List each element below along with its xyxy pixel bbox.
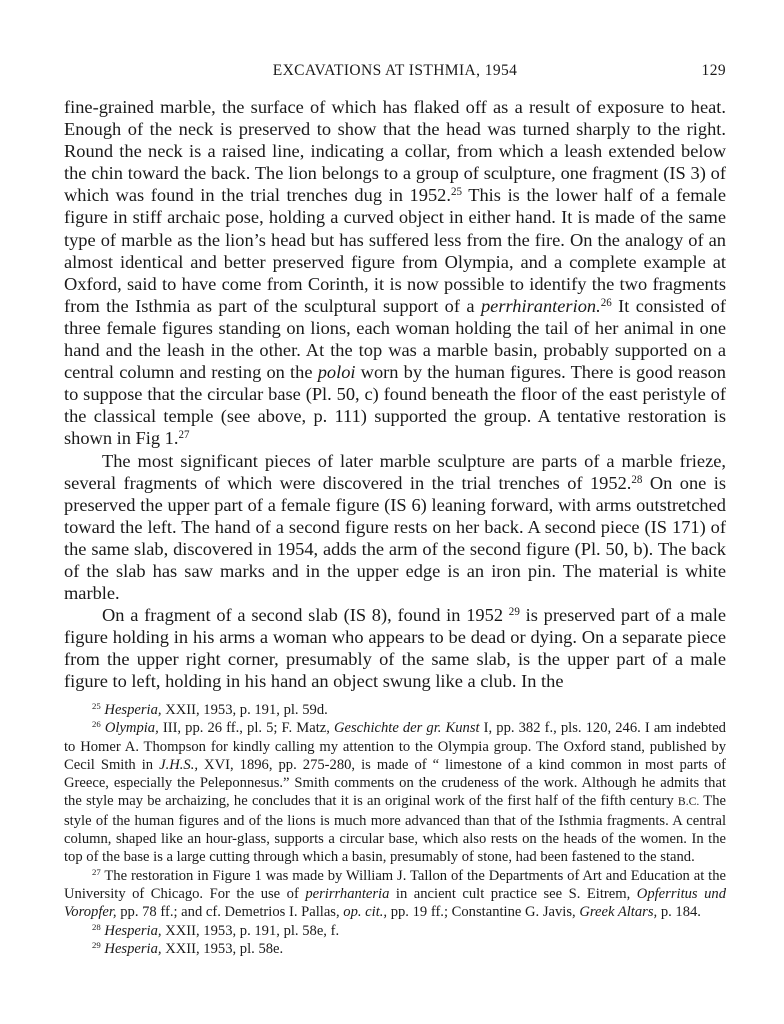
main-text <box>64 96 726 693</box>
footnote-ref-27[interactable]: 27 <box>178 429 190 442</box>
footnote-27: $^{27}$ The restoration in Figure 1 was made by William J. Tallon of the Departments of Art and Education at the University of Chicago. For the use of perirrhanteria in ancient cult practice see S. Eitrem, Opferritus und Voropfer, pp. 78 ff.; and cf. Demetrios I. Pallas, op. cit., pp. 19 ff.; Constantine G. Javis, Greek Altars, p. 184. <box>64 866 726 921</box>
footnote-ref-26[interactable]: 26 <box>600 296 612 309</box>
page-number: 129 <box>701 62 726 79</box>
footnotes <box>64 701 726 958</box>
footnote-29: $^{29}$ Hesperia, XXII, 1953, pl. 58e. <box>92 940 284 957</box>
paragraph-second-slab: On a fragment of a second slab (IS 8), found in 1952 $^{29}$ is preserved part of a male figure holding in his arms a woman who appears to be dead or dying. On a separate piece from the upper right corner, presumably of the same slab, is the upper part of a male figure to left, holding in his hand an object swung like a club. In the <box>64 605 726 692</box>
footnote-ref-28[interactable]: 28 <box>631 473 643 486</box>
footnote-ref-29[interactable]: 29 <box>508 606 520 619</box>
running-header <box>64 62 726 82</box>
paragraph-lion-group: fine-grained marble, the surface of which has flaked off as a result of exposure to heat. Enough of the neck is preserved to show that the head was turned sharply to the right. Round the neck is a raised line, indicating a collar, from which a leash extended below the chin toward the back. The lion belongs to a group of sculpture, one fragment (IS 3) of which was found in the trial trenches dug in 1952.25 This is the lower half of a female figure in stiff archaic pose, holding a curved object in either hand. It is made of the same type of marble as the lion’s head but has suffered less from the fire. On the analogy of an almost identical and better preserved figure from Olympia, and a complete example at Oxford, said to have come from Corinth, it is now possible to identify the two fragments from the Isthmia as part of the sculptural support of a perrhiranterion.$^{26}$ It consisted of three female figures standing on lions, each woman holding the tail of her animal in one hand and the leash in the other. At the top was a marble basin, probably supported on a central column and resting on the poloi worn by the human figures. There is good reason to suppose that the circular base (Pl. 50, c) found beneath the floor of the east peristyle of the classical temple (see above, p. 111) supported the group. A tentative restoration is shown in Fig 1.27 <box>64 97 727 449</box>
footnote-28: $^{28}$ Hesperia, XXII, 1953, p. 191, pl. 58e, f. <box>92 921 340 939</box>
paragraph-marble-frieze: The most significant pieces of later marble sculpture are parts of a marble frieze, several fragments of which were discovered in the trial trenches of 1952.28 On one is preserved the upper part of a female figure (IS 6) leaning forward, with arms outstretched toward the left. The hand of a second figure rests on her back. A second piece (IS 171) of the same slab, discovered in 1954, adds the arm of the second figure (Pl. 50, b). The back of the slab has saw marks and in the upper edge is an iron pin. The material is white marble. <box>64 450 726 604</box>
running-title: EXCAVATIONS AT ISTHMIA, 1954 <box>272 62 518 79</box>
footnote-26: $^{26}$ Olympia, III, pp. 26 ff., pl. 5; F. Matz, Geschichte der gr. Kunst I, pp. 382 f., pls. 120, 246. I am indebted to Homer A. Thompson for kindly calling my attention to the Olympia group. The Oxford stand, published by Cecil Smith in J.H.S., XVI, 1896, pp. 275-280, is made of “ limestone of a kind common in most parts of Greece, especially the Peleponnesus.” Smith comments on the crudeness of the work. Although he admits that the style may be archaizing, he concludes that it is an original work of the first half of the fifth century B.C. The style of the human figures and of the lions is much more advanced than that of the Isthmia fragments. A central column, shaped like an hour-glass, supports a circular base, which also rests on the heads of the women. In the top of the base is a large cutting through which a basin, presumably of stone, had been fastened to the stand. <box>64 719 726 866</box>
footnote-25: $^{25}$ Hesperia, XXII, 1953, p. 191, pl. 59d. <box>92 701 328 718</box>
footnote-ref-25[interactable]: 25 <box>450 186 462 199</box>
